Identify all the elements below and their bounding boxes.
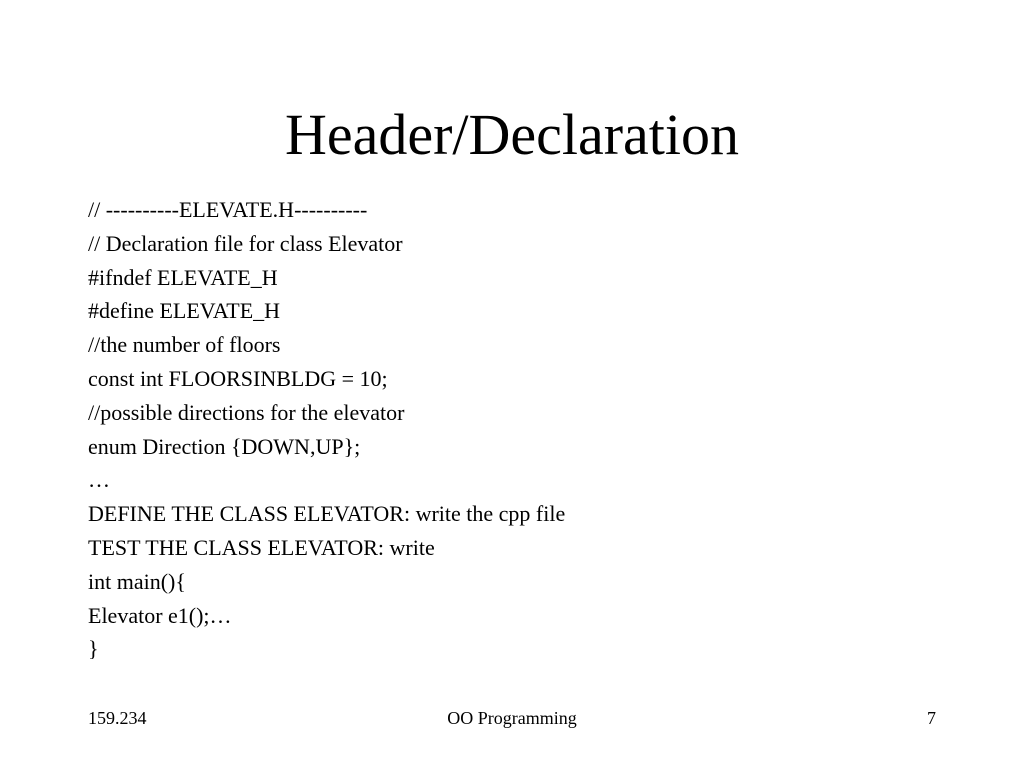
- body-line: …: [88, 467, 110, 493]
- body-line: const int FLOORSINBLDG = 10;: [88, 365, 388, 391]
- body-line: TEST THE CLASS ELEVATOR: write: [88, 534, 435, 560]
- footer-page-number: 7: [927, 708, 936, 728]
- body-line: Elevator e1();…: [88, 602, 232, 628]
- body-line: DEFINE THE CLASS ELEVATOR: write the cpp file: [88, 501, 566, 527]
- slide-title: Header/Declaration: [284, 102, 740, 167]
- body-line: // Declaration file for class Elevator: [88, 230, 403, 256]
- body-line: #ifndef ELEVATE_H: [88, 264, 278, 290]
- body-line: enum Direction {DOWN,UP};: [88, 433, 361, 459]
- body-line: #define ELEVATE_H: [88, 298, 281, 324]
- body-line: //the number of floors: [88, 332, 281, 358]
- body-line: }: [88, 636, 99, 662]
- body-line: //possible directions for the elevator: [88, 399, 405, 425]
- footer-course-code: 159.234: [88, 708, 147, 728]
- body-line: // ----------ELEVATE.H----------: [88, 197, 368, 222]
- body-line: int main(){: [88, 568, 186, 594]
- footer-course-name: OO Programming: [447, 708, 577, 728]
- slide-body: [88, 193, 565, 666]
